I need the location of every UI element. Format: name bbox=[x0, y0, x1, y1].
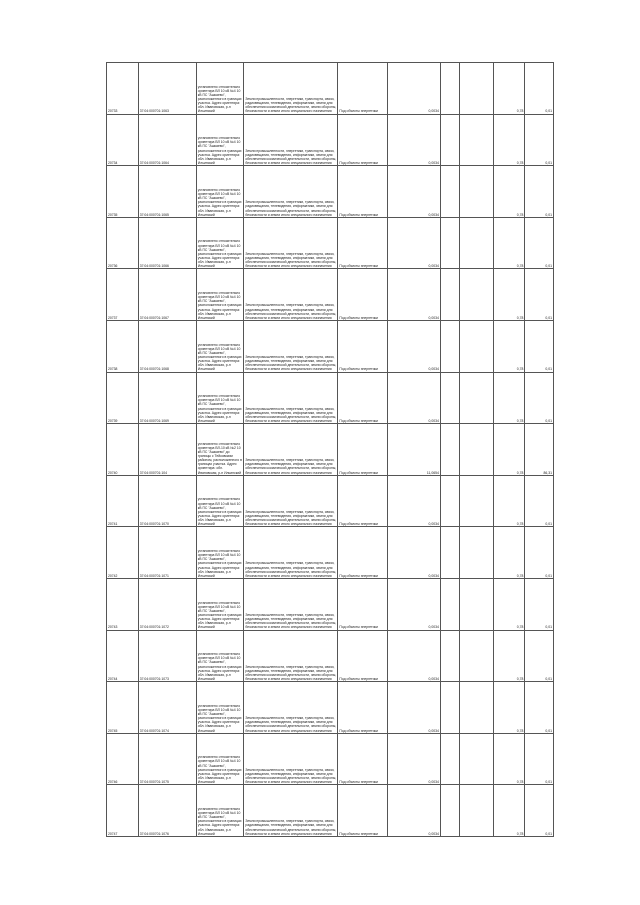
empty-cell bbox=[459, 682, 493, 734]
location-description: установлено относительно ориентира ВЛ 10 кВ №4 10 кВ ПС "Ашкаево", расположенного в границах участка. Адрес ориентира: обл. Ивановская, р-н Ильинский bbox=[196, 372, 244, 424]
empty-cell bbox=[440, 269, 459, 321]
tax-rate: 0,78 bbox=[493, 785, 525, 837]
area-value: 0,0034 bbox=[388, 269, 441, 321]
row-number: 20740 bbox=[107, 424, 139, 476]
empty-cell bbox=[440, 733, 459, 785]
table-row bbox=[107, 527, 554, 579]
land-category: Земли промышленности, энергетики, транспорта, связи, радиовещания, телевидения, информатики, земли для обеспечения космической деятельности, земли обороны, безопасности и земли иного специального назначения bbox=[244, 475, 338, 527]
land-category: Земли промышленности, энергетики, транспорта, связи, радиовещания, телевидения, информатики, земли для обеспечения космической деятельности, земли обороны, безопасности и земли иного специального назначения bbox=[244, 630, 338, 682]
row-number: 20744 bbox=[107, 630, 139, 682]
tax-amount: 0,01 bbox=[525, 733, 554, 785]
tax-rate: 0,78 bbox=[493, 63, 525, 115]
permitted-use: Под объекты энергетики bbox=[338, 424, 388, 476]
table-row bbox=[107, 785, 554, 837]
empty-cell bbox=[440, 114, 459, 166]
cadastral-number: 37:04:000701:1072 bbox=[138, 578, 196, 630]
area-value: 0,0034 bbox=[388, 785, 441, 837]
area-value: 0,0034 bbox=[388, 475, 441, 527]
location-description: установлено относительно ориентира ВЛ 10 кВ №4 10 кВ ПС "Ашкаево", расположенного в границах участка. Адрес ориентира: обл. Ивановская, р-н Ильинский bbox=[196, 217, 244, 269]
row-number: 20737 bbox=[107, 269, 139, 321]
tax-rate: 0,78 bbox=[493, 682, 525, 734]
tax-rate: 0,78 bbox=[493, 475, 525, 527]
tax-amount: 86,31 bbox=[525, 424, 554, 476]
area-value: 0,0034 bbox=[388, 320, 441, 372]
table-row bbox=[107, 733, 554, 785]
area-value: 0,0034 bbox=[388, 682, 441, 734]
location-description: установлено относительно ориентира ВЛ 10 кВ №4 10 кВ ПС "Ашкаево", расположенного в границах участка. Адрес ориентира: обл. Ивановская, р-н Ильинский bbox=[196, 785, 244, 837]
tax-amount: 0,01 bbox=[525, 682, 554, 734]
tax-amount: 0,01 bbox=[525, 475, 554, 527]
location-description: установлено относительно ориентира ВЛ 10 кВ №4 10 кВ ПС "Ашкаево", расположенного в границах участка. Адрес ориентира: обл. Ивановская, р-н Ильинский bbox=[196, 578, 244, 630]
cadastral-number: 37:04:000701:1071 bbox=[138, 527, 196, 579]
land-category: Земли промышленности, энергетики, транспорта, связи, радиовещания, телевидения, информатики, земли для обеспечения космической деятельности, земли обороны, безопасности и земли иного специального назначения bbox=[244, 114, 338, 166]
permitted-use: Под объекты энергетики bbox=[338, 475, 388, 527]
table-row bbox=[107, 578, 554, 630]
tax-rate: 0,78 bbox=[493, 630, 525, 682]
permitted-use: Под объекты энергетики bbox=[338, 578, 388, 630]
empty-cell bbox=[459, 578, 493, 630]
tax-rate: 0,78 bbox=[493, 114, 525, 166]
area-value: 0,0034 bbox=[388, 578, 441, 630]
land-category: Земли промышленности, энергетики, транспорта, связи, радиовещания, телевидения, информатики, земли для обеспечения космической деятельности, земли обороны, безопасности и земли иного специального назначения bbox=[244, 63, 338, 115]
area-value: 11,0654 bbox=[388, 424, 441, 476]
empty-cell bbox=[459, 217, 493, 269]
cadastral-number: 37:04:000701:1065 bbox=[138, 166, 196, 218]
land-category: Земли промышленности, энергетики, транспорта, связи, радиовещания, телевидения, информатики, земли для обеспечения космической деятельности, земли обороны, безопасности и земли иного специального назначения bbox=[244, 269, 338, 321]
land-category: Земли промышленности, энергетики, транспорта, связи, радиовещания, телевидения, информатики, земли для обеспечения космической деятельности, земли обороны, безопасности и земли иного специального назначения bbox=[244, 733, 338, 785]
row-number: 20745 bbox=[107, 682, 139, 734]
location-description: установлено относительно ориентира ВЛ 10 кВ №4 10 кВ ПС "Ашкаево", расположенного в границах участка. Адрес ориентира: обл. Ивановская, р-н Ильинский bbox=[196, 475, 244, 527]
row-number: 20741 bbox=[107, 475, 139, 527]
cadastral-number: 37:04:000701:1068 bbox=[138, 320, 196, 372]
cadastral-number: 37:04:000701:1067 bbox=[138, 269, 196, 321]
location-description: установлено относительно ориентира ВЛ 10 кВ №4 10 кВ ПС "Ашкаево", расположенного в границах участка. Адрес ориентира: обл. Ивановская, р-н Ильинский bbox=[196, 682, 244, 734]
area-value: 0,0034 bbox=[388, 527, 441, 579]
empty-cell bbox=[459, 733, 493, 785]
permitted-use: Под объекты энергетики bbox=[338, 269, 388, 321]
empty-cell bbox=[459, 372, 493, 424]
cadastral-number: 37:04:000701:104 bbox=[138, 424, 196, 476]
cadastral-number: 37:04:000701:1070 bbox=[138, 475, 196, 527]
land-plot-table bbox=[106, 62, 554, 837]
permitted-use: Под объекты энергетики bbox=[338, 63, 388, 115]
empty-cell bbox=[440, 475, 459, 527]
location-description: установлено относительно ориентира ВЛ 10 кВ №4 10 кВ ПС "Ашкаево", расположенного в границах участка. Адрес ориентира: обл. Ивановская, р-н Ильинский bbox=[196, 63, 244, 115]
empty-cell bbox=[459, 630, 493, 682]
land-category: Земли промышленности, энергетики, транспорта, связи, радиовещания, телевидения, информатики, земли для обеспечения космической деятельности, земли обороны, безопасности и земли иного специального назначения bbox=[244, 320, 338, 372]
empty-cell bbox=[440, 63, 459, 115]
cadastral-number: 37:04:000701:1066 bbox=[138, 217, 196, 269]
empty-cell bbox=[440, 785, 459, 837]
permitted-use: Под объекты энергетики bbox=[338, 733, 388, 785]
land-category: Земли промышленности, энергетики, транспорта, связи, радиовещания, телевидения, информатики, земли для обеспечения космической деятельности, земли обороны, безопасности и земли иного специального назначения bbox=[244, 424, 338, 476]
row-number: 20743 bbox=[107, 578, 139, 630]
location-description: установлено относительно ориентира ВЛ 10 кВ №4 10 кВ ПС "Ашкаево", расположенного в границах участка. Адрес ориентира: обл. Ивановская, р-н Ильинский bbox=[196, 114, 244, 166]
row-number: 20736 bbox=[107, 217, 139, 269]
permitted-use: Под объекты энергетики bbox=[338, 527, 388, 579]
area-value: 0,0034 bbox=[388, 217, 441, 269]
row-number: 20734 bbox=[107, 114, 139, 166]
table-row bbox=[107, 372, 554, 424]
tax-amount: 0,01 bbox=[525, 527, 554, 579]
tax-amount: 0,01 bbox=[525, 63, 554, 115]
empty-cell bbox=[440, 372, 459, 424]
land-category: Земли промышленности, энергетики, транспорта, связи, радиовещания, телевидения, информатики, земли для обеспечения космической деятельности, земли обороны, безопасности и земли иного специального назначения bbox=[244, 527, 338, 579]
area-value: 0,0034 bbox=[388, 630, 441, 682]
cadastral-number: 37:04:000701:1064 bbox=[138, 114, 196, 166]
table-row bbox=[107, 114, 554, 166]
cadastral-number: 37:04:000701:1063 bbox=[138, 63, 196, 115]
land-category: Земли промышленности, энергетики, транспорта, связи, радиовещания, телевидения, информатики, земли для обеспечения космической деятельности, земли обороны, безопасности и земли иного специального назначения bbox=[244, 217, 338, 269]
row-number: 20735 bbox=[107, 166, 139, 218]
empty-cell bbox=[459, 114, 493, 166]
empty-cell bbox=[440, 630, 459, 682]
location-description: установлено относительно ориентира ВЛ 10 кВ №4 10 кВ ПС "Ашкаево", расположенного в границах участка. Адрес ориентира: обл. Ивановская, р-н Ильинский bbox=[196, 527, 244, 579]
location-description: установлено относительно ориентира ВЛ 10 кВ №4 10 кВ ПС "Ашкаево", расположенного в границах участка. Адрес ориентира: обл. Ивановская, р-н Ильинский bbox=[196, 269, 244, 321]
location-description: установлено относительно ориентира ВЛ-10 кВ №2 10 кВ ПС "Ашкаево" до границы с Тейковским районом, расположенного в границах участка. Адрес ориентира: обл. Ивановская, р-н Ильинский bbox=[196, 424, 244, 476]
permitted-use: Под объекты энергетики bbox=[338, 785, 388, 837]
tax-rate: 0,78 bbox=[493, 733, 525, 785]
empty-cell bbox=[459, 320, 493, 372]
land-category: Земли промышленности, энергетики, транспорта, связи, радиовещания, телевидения, информатики, земли для обеспечения космической деятельности, земли обороны, безопасности и земли иного специального назначения bbox=[244, 578, 338, 630]
table-row bbox=[107, 630, 554, 682]
tax-amount: 0,01 bbox=[525, 630, 554, 682]
table-row bbox=[107, 166, 554, 218]
tax-rate: 0,78 bbox=[493, 269, 525, 321]
location-description: установлено относительно ориентира ВЛ 10 кВ №4 10 кВ ПС "Ашкаево", расположенного в границах участка. Адрес ориентира: обл. Ивановская, р-н Ильинский bbox=[196, 320, 244, 372]
row-number: 20738 bbox=[107, 320, 139, 372]
area-value: 0,0034 bbox=[388, 114, 441, 166]
empty-cell bbox=[440, 527, 459, 579]
row-number: 20746 bbox=[107, 733, 139, 785]
tax-rate: 0,78 bbox=[493, 320, 525, 372]
empty-cell bbox=[459, 527, 493, 579]
cadastral-number: 37:04:000701:1075 bbox=[138, 733, 196, 785]
row-number: 20739 bbox=[107, 372, 139, 424]
cadastral-number: 37:04:000701:1076 bbox=[138, 785, 196, 837]
location-description: установлено относительно ориентира ВЛ 10 кВ №4 10 кВ ПС "Ашкаево", расположенного в границах участка. Адрес ориентира: обл. Ивановская, р-н Ильинский bbox=[196, 630, 244, 682]
area-value: 0,0034 bbox=[388, 63, 441, 115]
area-value: 0,0034 bbox=[388, 166, 441, 218]
tax-rate: 0,78 bbox=[493, 372, 525, 424]
empty-cell bbox=[440, 424, 459, 476]
permitted-use: Под объекты энергетики bbox=[338, 682, 388, 734]
cadastral-number: 37:04:000701:1073 bbox=[138, 630, 196, 682]
table-row bbox=[107, 217, 554, 269]
row-number: 20733 bbox=[107, 63, 139, 115]
empty-cell bbox=[459, 166, 493, 218]
permitted-use: Под объекты энергетики bbox=[338, 217, 388, 269]
empty-cell bbox=[440, 578, 459, 630]
table-row bbox=[107, 424, 554, 476]
table-row bbox=[107, 63, 554, 115]
permitted-use: Под объекты энергетики bbox=[338, 630, 388, 682]
cadastral-number: 37:04:000701:1069 bbox=[138, 372, 196, 424]
tax-rate: 0,78 bbox=[493, 578, 525, 630]
permitted-use: Под объекты энергетики bbox=[338, 114, 388, 166]
tax-rate: 0,78 bbox=[493, 166, 525, 218]
tax-amount: 0,01 bbox=[525, 785, 554, 837]
row-number: 20742 bbox=[107, 527, 139, 579]
permitted-use: Под объекты энергетики bbox=[338, 372, 388, 424]
empty-cell bbox=[459, 785, 493, 837]
land-category: Земли промышленности, энергетики, транспорта, связи, радиовещания, телевидения, информатики, земли для обеспечения космической деятельности, земли обороны, безопасности и земли иного специального назначения bbox=[244, 372, 338, 424]
empty-cell bbox=[440, 320, 459, 372]
tax-amount: 0,01 bbox=[525, 372, 554, 424]
empty-cell bbox=[459, 63, 493, 115]
area-value: 0,0034 bbox=[388, 733, 441, 785]
tax-rate: 0,78 bbox=[493, 527, 525, 579]
table-row bbox=[107, 269, 554, 321]
tax-amount: 0,01 bbox=[525, 166, 554, 218]
tax-amount: 0,01 bbox=[525, 217, 554, 269]
permitted-use: Под объекты энергетики bbox=[338, 320, 388, 372]
table-row bbox=[107, 320, 554, 372]
empty-cell bbox=[440, 682, 459, 734]
empty-cell bbox=[440, 166, 459, 218]
table-row bbox=[107, 475, 554, 527]
table-row bbox=[107, 682, 554, 734]
empty-cell bbox=[459, 475, 493, 527]
empty-cell bbox=[459, 269, 493, 321]
cadastral-number: 37:04:000701:1074 bbox=[138, 682, 196, 734]
tax-amount: 0,01 bbox=[525, 320, 554, 372]
tax-amount: 0,01 bbox=[525, 578, 554, 630]
tax-amount: 0,01 bbox=[525, 114, 554, 166]
tax-rate: 0,78 bbox=[493, 217, 525, 269]
location-description: установлено относительно ориентира ВЛ 10 кВ №4 10 кВ ПС "Ашкаево", расположенного в границах участка. Адрес ориентира: обл. Ивановская, р-н Ильинский bbox=[196, 166, 244, 218]
permitted-use: Под объекты энергетики bbox=[338, 166, 388, 218]
area-value: 0,0034 bbox=[388, 372, 441, 424]
land-category: Земли промышленности, энергетики, транспорта, связи, радиовещания, телевидения, информатики, земли для обеспечения космической деятельности, земли обороны, безопасности и земли иного специального назначения bbox=[244, 682, 338, 734]
land-category: Земли промышленности, энергетики, транспорта, связи, радиовещания, телевидения, информатики, земли для обеспечения космической деятельности, земли обороны, безопасности и земли иного специального назначения bbox=[244, 166, 338, 218]
tax-rate: 0,78 bbox=[493, 424, 525, 476]
row-number: 20747 bbox=[107, 785, 139, 837]
location-description: установлено относительно ориентира ВЛ 10 кВ №4 10 кВ ПС "Ашкаево", расположенного в границах участка. Адрес ориентира: обл. Ивановская, р-н Ильинский bbox=[196, 733, 244, 785]
empty-cell bbox=[459, 424, 493, 476]
empty-cell bbox=[440, 217, 459, 269]
tax-amount: 0,01 bbox=[525, 269, 554, 321]
land-category: Земли промышленности, энергетики, транспорта, связи, радиовещания, телевидения, информатики, земли для обеспечения космической деятельности, земли обороны, безопасности и земли иного специального назначения bbox=[244, 785, 338, 837]
